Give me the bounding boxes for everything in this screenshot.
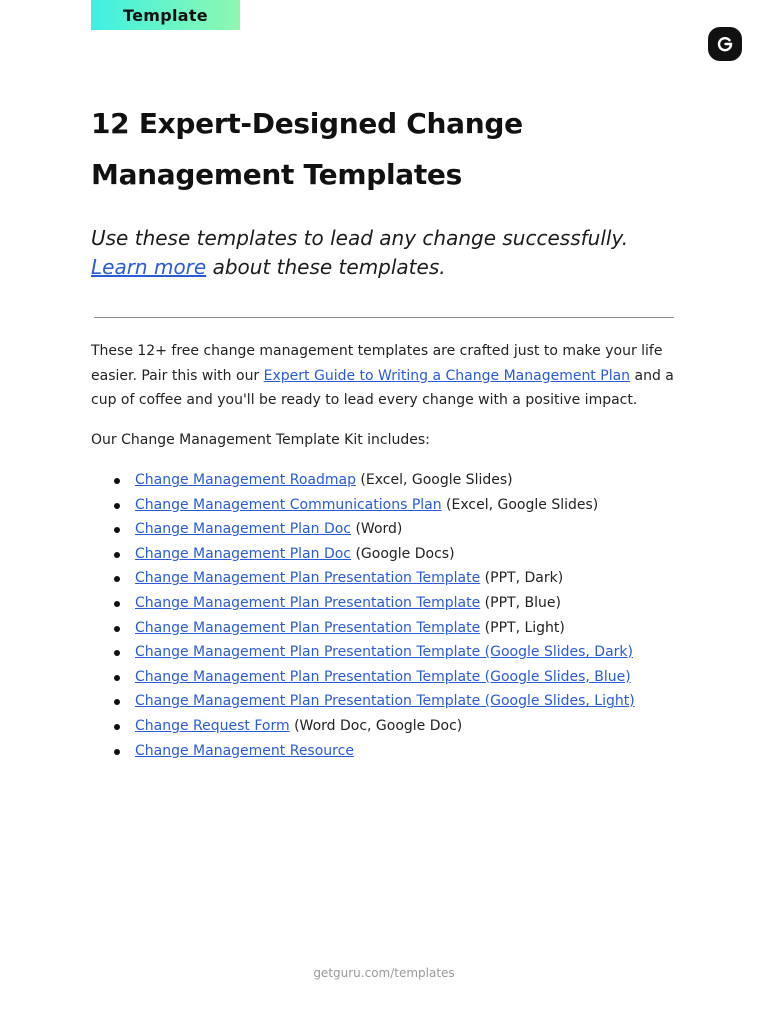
list-item xyxy=(91,566,635,591)
bullet-icon xyxy=(114,749,120,755)
kit-item-link[interactable]: Change Management Plan Doc xyxy=(135,521,352,538)
kit-item-link[interactable]: Change Management Plan Presentation Template (Google Slides, Blue) xyxy=(135,668,631,685)
list-item xyxy=(91,640,635,665)
kit-item-note: (PPT, Light) xyxy=(480,619,565,636)
kit-includes-label: Our Change Management Template Kit includes: xyxy=(91,432,430,448)
guru-logo-glyph xyxy=(715,34,735,54)
list-item xyxy=(91,591,635,616)
bullet-icon xyxy=(114,527,120,533)
kit-item-link[interactable]: Change Management Resource xyxy=(135,742,354,759)
page-title xyxy=(91,98,691,200)
kit-item-link[interactable]: Change Management Plan Presentation Template xyxy=(135,570,481,587)
intro-paragraph xyxy=(91,339,681,413)
subtitle-text: Use these templates to lead any change successfully. xyxy=(91,226,629,250)
list-item xyxy=(91,689,635,714)
section-divider xyxy=(94,317,674,318)
list-item xyxy=(91,714,635,739)
list-item xyxy=(91,739,635,764)
intro-text-after: and a cup of coffee and you'll be ready to lead every change with a positive impact. xyxy=(91,367,674,408)
kit-item-note: (Excel, Google Slides) xyxy=(441,496,599,513)
template-kit-list xyxy=(91,468,635,763)
bullet-icon xyxy=(114,503,120,509)
kit-item-link[interactable]: Change Request Form xyxy=(135,717,290,734)
bullet-icon xyxy=(114,576,120,582)
kit-item-note: (Word Doc, Google Doc) xyxy=(289,717,463,734)
footer-url: getguru.com/templates xyxy=(313,966,455,980)
kit-item-link[interactable]: Change Management Plan Presentation Template (Google Slides, Dark) xyxy=(135,644,633,661)
bullet-icon xyxy=(114,650,120,656)
list-item xyxy=(91,517,635,542)
bullet-icon xyxy=(114,478,120,484)
kit-item-note: (Excel, Google Slides) xyxy=(355,472,513,488)
list-item xyxy=(91,493,635,518)
kit-item-note: (PPT, Dark) xyxy=(480,570,564,587)
kit-item-note: (PPT, Blue) xyxy=(480,594,561,611)
subtitle-text-after: about these templates. xyxy=(206,255,446,279)
page-title-line1: 12 Expert-Designed Change xyxy=(91,107,523,140)
kit-item-note: (Word) xyxy=(351,521,403,538)
bullet-icon xyxy=(114,675,120,681)
guru-logo-icon[interactable] xyxy=(708,27,742,61)
expert-guide-link[interactable]: Expert Guide to Writing a Change Management Plan xyxy=(263,367,631,384)
kit-item-link[interactable]: Change Management Plan Presentation Template (Google Slides, Light) xyxy=(135,693,635,710)
bullet-icon xyxy=(114,699,120,705)
list-item xyxy=(91,616,635,641)
bullet-icon xyxy=(114,601,120,607)
kit-item-note: (Google Docs) xyxy=(351,545,455,562)
list-item xyxy=(91,665,635,690)
bullet-icon xyxy=(114,552,120,558)
page-subtitle xyxy=(91,224,691,282)
kit-item-link[interactable]: Change Management Plan Doc xyxy=(135,545,352,562)
kit-item-link[interactable]: Change Management Plan Presentation Template xyxy=(135,619,481,636)
page-title-line2: Management Templates xyxy=(91,158,462,191)
template-tag xyxy=(91,0,240,30)
bullet-icon xyxy=(114,724,120,730)
bullet-icon xyxy=(114,626,120,632)
kit-item-link[interactable]: Change Management Plan Presentation Template xyxy=(135,594,481,611)
kit-item-link[interactable]: Change Management Communications Plan xyxy=(135,496,442,513)
kit-item-link[interactable]: Change Management Roadmap xyxy=(135,472,356,488)
list-item xyxy=(91,542,635,567)
intro-text: These 12+ free change management templates are crafted just to make your life easier. Pair this with our xyxy=(91,343,663,384)
learn-more-link[interactable]: Learn more xyxy=(91,255,207,279)
list-item xyxy=(91,468,635,493)
template-tag-label: Template xyxy=(123,5,208,25)
